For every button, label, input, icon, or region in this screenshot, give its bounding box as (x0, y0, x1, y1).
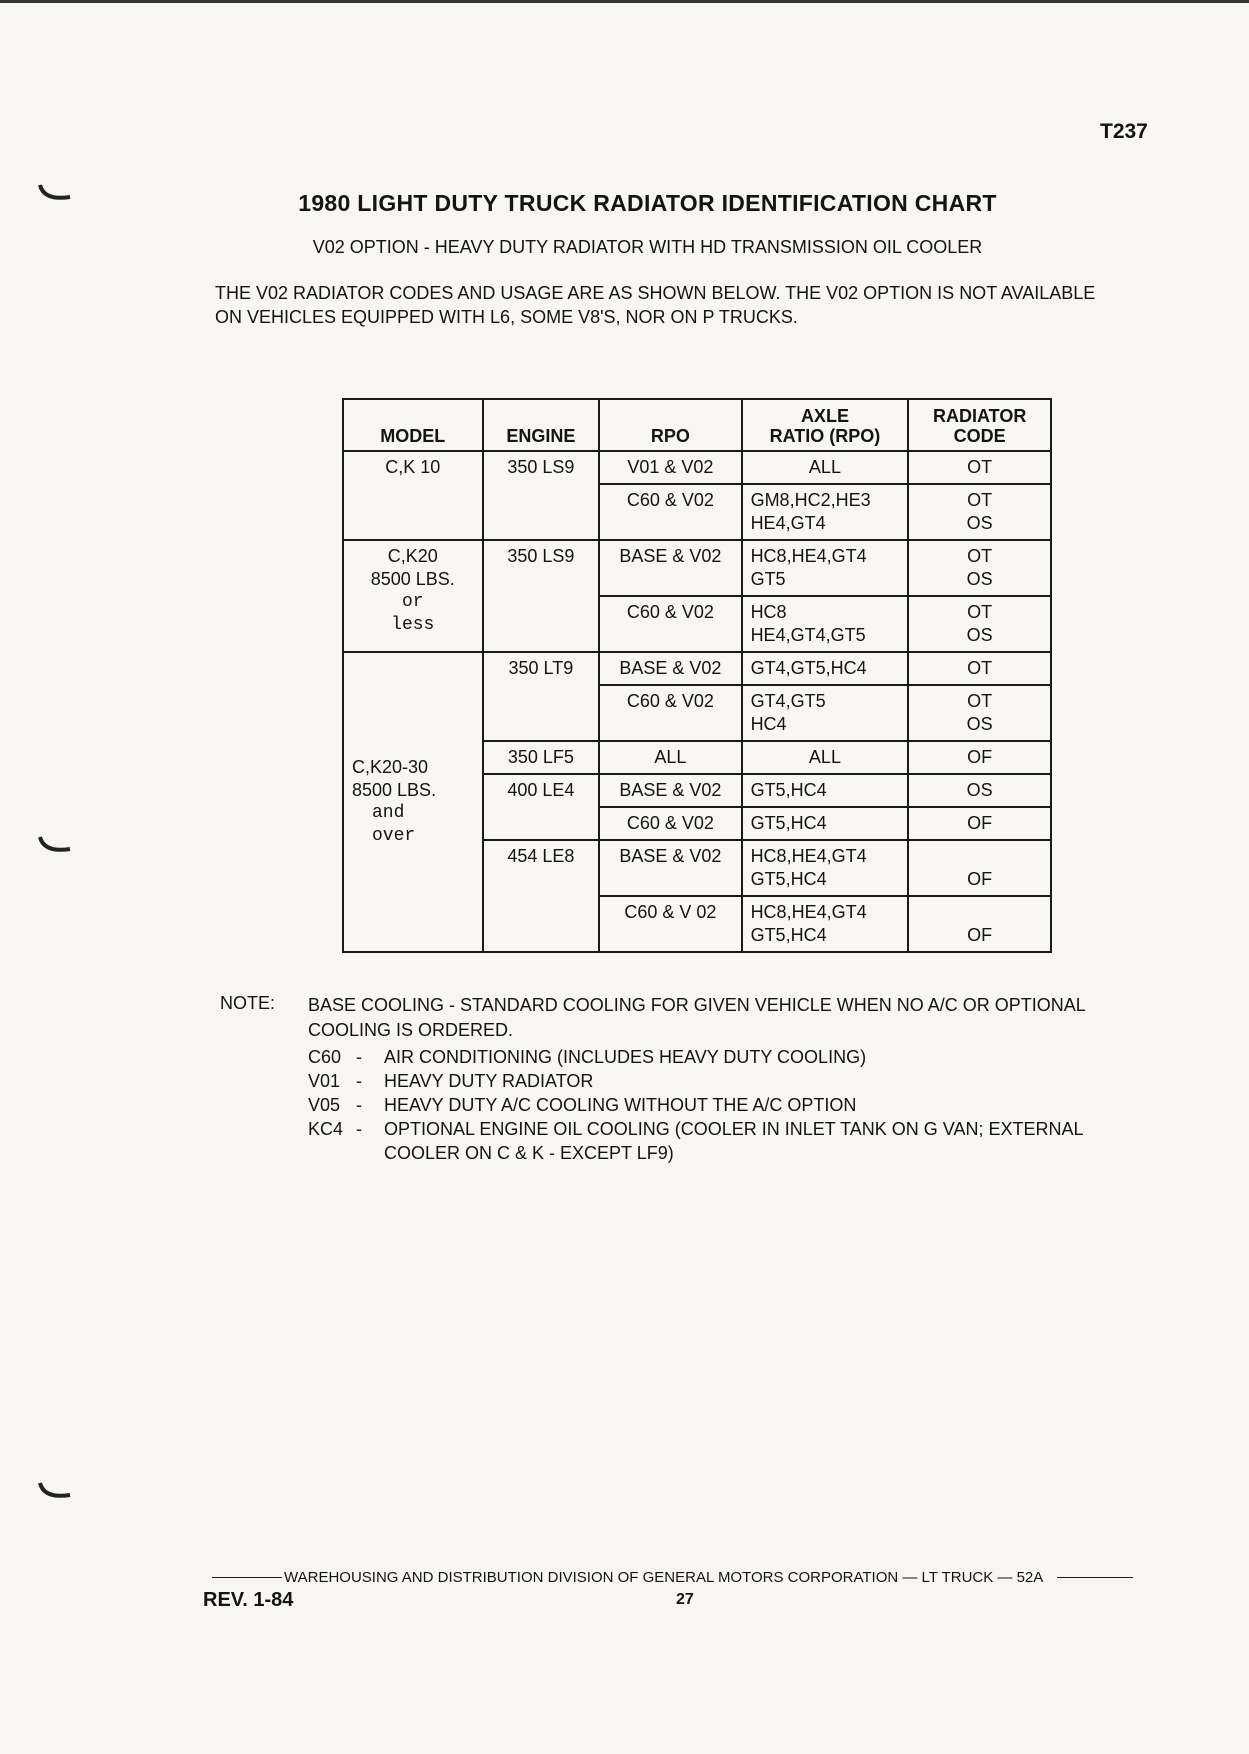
rpo-cell: BASE & V02 (599, 652, 741, 685)
axle-cell: HC8,HE4,GT4 GT5 (742, 540, 909, 596)
axle-cell: GT4,GT5 HC4 (742, 685, 909, 741)
revision-label: REV. 1-84 (203, 1589, 294, 1611)
definition-text: HEAVY DUTY A/C COOLING WITHOUT THE A/C OPTION (384, 1095, 857, 1115)
axle-cell: GM8,HC2,HE3 HE4,GT4 (742, 484, 909, 540)
header-model: MODEL (343, 399, 483, 451)
axle-cell: HC8,HE4,GT4 GT5,HC4 (742, 896, 909, 952)
definition-dash: - (356, 1071, 362, 1091)
rpo-cell: ALL (599, 741, 741, 774)
page-number: 27 (676, 1591, 694, 1608)
rpo-cell: C60 & V02 (599, 596, 741, 652)
engine-cell: 454 LE8 (483, 840, 600, 952)
definition-dash: - (356, 1119, 362, 1139)
code-cell: OT OS (908, 685, 1051, 741)
table-header-row (343, 399, 1051, 451)
axle-cell: ALL (742, 451, 909, 484)
footer-rule (212, 1577, 282, 1578)
definition-dash: - (356, 1047, 362, 1067)
rpo-cell: C60 & V 02 (599, 896, 741, 952)
model-cell: C,K 10 (343, 451, 483, 540)
definition-item (308, 1117, 1168, 1165)
axle-cell: GT5,HC4 (742, 807, 909, 840)
engine-cell: 350 LS9 (483, 451, 600, 540)
page-subtitle: V02 OPTION - HEAVY DUTY RADIATOR WITH HD TRANSMISSION OIL COOLER (312, 237, 983, 257)
definition-text: AIR CONDITIONING (INCLUDES HEAVY DUTY COOLING) (384, 1047, 867, 1067)
top-edge-line (0, 0, 1249, 3)
notes-label: NOTE: (220, 993, 276, 1013)
definitions-list (308, 1045, 1168, 1165)
axle-cell: ALL (742, 741, 909, 774)
code-cell: OF (908, 741, 1051, 774)
axle-cell: HC8,HE4,GT4 GT5,HC4 (742, 840, 909, 896)
engine-cell: 400 LE4 (483, 774, 600, 840)
code-cell: OF (908, 840, 1051, 896)
definition-item (308, 1069, 1168, 1093)
model-cell: C,K20-30 8500 LBS. and over (343, 652, 483, 952)
code-cell: OT (908, 652, 1051, 685)
definition-text: OPTIONAL ENGINE OIL COOLING (COOLER IN INLET TANK ON G VAN; EXTERNAL COOLER ON C & K - EXCEPT LF9) (384, 1119, 1084, 1163)
axle-cell: HC8 HE4,GT4,GT5 (742, 596, 909, 652)
code-cell: OT OS (908, 484, 1051, 540)
header-axle-ratio: AXLE RATIO (RPO) (742, 399, 909, 451)
rpo-cell: C60 & V02 (599, 807, 741, 840)
rpo-cell: C60 & V02 (599, 685, 741, 741)
definition-code: V01 (308, 1071, 341, 1091)
definition-item (308, 1045, 1168, 1069)
table-row (343, 540, 1051, 596)
model-cell: C,K20 8500 LBS. or less (343, 540, 483, 652)
rpo-cell: BASE & V02 (599, 540, 741, 596)
code-cell: OF (908, 807, 1051, 840)
axle-cell: GT4,GT5,HC4 (742, 652, 909, 685)
notes-line: BASE COOLING - STANDARD COOLING FOR GIVEN VEHICLE WHEN NO A/C OR OPTIONAL (308, 995, 1086, 1015)
engine-cell: 350 LF5 (483, 741, 600, 774)
rpo-cell: V01 & V02 (599, 451, 741, 484)
definition-code: KC4 (308, 1119, 344, 1139)
engine-cell: 350 LS9 (483, 540, 600, 652)
intro-paragraph (215, 281, 1195, 329)
definition-dash: - (356, 1095, 362, 1115)
engine-cell: 350 LT9 (483, 652, 600, 741)
code-cell: OS (908, 774, 1051, 807)
definition-code: V05 (308, 1095, 341, 1115)
code-cell: OT (908, 451, 1051, 484)
notes-line: COOLING IS ORDERED. (308, 1020, 514, 1040)
intro-line: ON VEHICLES EQUIPPED WITH L6, SOME V8'S, NOR ON P TRUCKS. (215, 307, 798, 327)
code-cell: OF (908, 896, 1051, 952)
header-radiator-code: RADIATOR CODE (908, 399, 1051, 451)
intro-line: THE V02 RADIATOR CODES AND USAGE ARE AS SHOWN BELOW. THE V02 OPTION IS NOT AVAILABLE (215, 283, 1096, 303)
rpo-cell: C60 & V02 (599, 484, 741, 540)
page-title: 1980 LIGHT DUTY TRUCK RADIATOR IDENTIFICATION CHART (298, 190, 997, 216)
definition-code: C60 (308, 1047, 342, 1067)
rpo-cell: BASE & V02 (599, 840, 741, 896)
code-cell: OT OS (908, 540, 1051, 596)
definition-text: HEAVY DUTY RADIATOR (384, 1071, 594, 1091)
binder-hole-mark-icon (38, 835, 72, 857)
radiator-chart-table (342, 398, 1052, 953)
axle-cell: GT5,HC4 (742, 774, 909, 807)
notes-block (220, 993, 1180, 1043)
definition-item (308, 1093, 1168, 1117)
rpo-cell: BASE & V02 (599, 774, 741, 807)
header-engine: ENGINE (483, 399, 600, 451)
footer-line (212, 1569, 1180, 1586)
table-row (343, 451, 1051, 484)
table-row (343, 652, 1051, 685)
page-code: T237 (1100, 120, 1148, 143)
footer-text: WAREHOUSING AND DISTRIBUTION DIVISION OF GENERAL MOTORS CORPORATION — LT TRUCK — 52A (284, 1569, 1044, 1586)
footer-rule (1057, 1577, 1133, 1578)
code-cell: OT OS (908, 596, 1051, 652)
header-rpo: RPO (599, 399, 741, 451)
binder-hole-mark-icon (38, 1481, 72, 1503)
